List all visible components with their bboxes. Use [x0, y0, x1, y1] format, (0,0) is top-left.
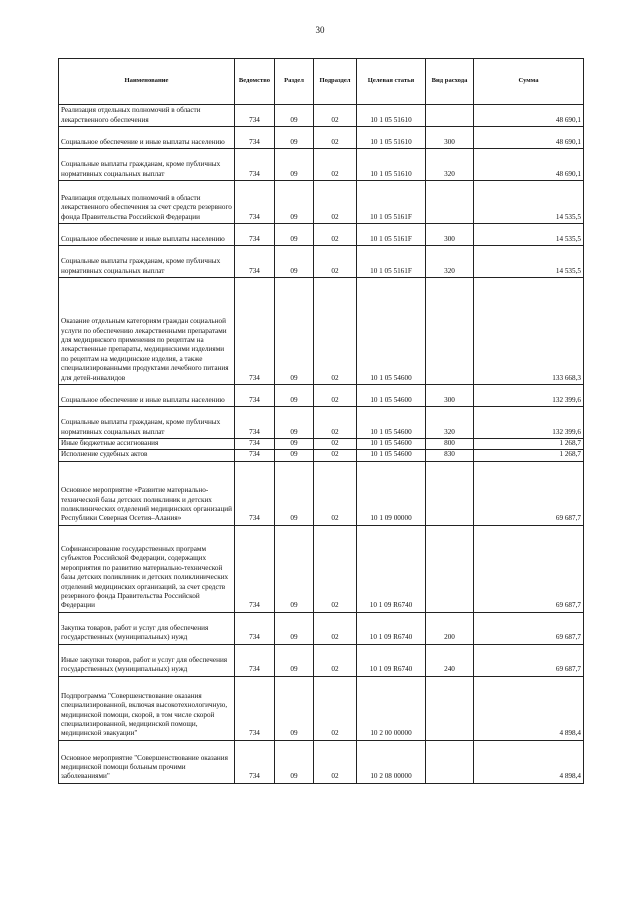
row-section: 09 — [275, 740, 314, 783]
row-subsection: 02 — [314, 181, 357, 224]
row-subsection: 02 — [314, 246, 357, 278]
table-row — [59, 461, 584, 525]
header-expense: Вид расхода — [426, 59, 474, 105]
row-sum: 48 690,1 — [474, 127, 584, 149]
row-expense: 300 — [426, 224, 474, 246]
row-section: 09 — [275, 149, 314, 181]
row-subsection: 02 — [314, 439, 357, 450]
row-target: 10 1 05 54600 — [357, 278, 426, 385]
row-name: Социальное обеспечение и иные выплаты населению — [59, 224, 235, 246]
row-dept: 734 — [235, 181, 275, 224]
row-dept: 734 — [235, 676, 275, 740]
row-subsection: 02 — [314, 127, 357, 149]
row-name: Исполнение судебных актов — [59, 450, 235, 461]
table-row — [59, 105, 584, 127]
row-name: Иные закупки товаров, работ и услуг для обеспечения государственных (муниципальных) нужд — [59, 644, 235, 676]
row-section: 09 — [275, 407, 314, 439]
table-row — [59, 740, 584, 783]
row-dept: 734 — [235, 149, 275, 181]
row-section: 09 — [275, 385, 314, 407]
header-dept: Ведомство — [235, 59, 275, 105]
row-name: Реализация отдельных полномочий в области лекарственного обеспечения — [59, 105, 235, 127]
table-row — [59, 385, 584, 407]
row-dept: 734 — [235, 385, 275, 407]
row-target: 10 1 05 54600 — [357, 450, 426, 461]
row-name: Основное мероприятие "Совершенствование оказания медицинской помощи больным прочими заболеваниями" — [59, 740, 235, 783]
row-subsection: 02 — [314, 407, 357, 439]
row-name: Реализация отдельных полномочий в области лекарственного обеспечения за счет средств резервного фонда Правительства Российской Федерации — [59, 181, 235, 224]
row-section: 09 — [275, 676, 314, 740]
row-target: 10 1 05 51610 — [357, 105, 426, 127]
row-target: 10 1 05 54600 — [357, 407, 426, 439]
table-row — [59, 149, 584, 181]
table-row — [59, 181, 584, 224]
table-row — [59, 439, 584, 450]
row-sum: 132 399,6 — [474, 407, 584, 439]
row-section: 09 — [275, 181, 314, 224]
row-expense: 830 — [426, 450, 474, 461]
row-expense — [426, 676, 474, 740]
row-target: 10 2 00 00000 — [357, 676, 426, 740]
row-dept: 734 — [235, 439, 275, 450]
row-subsection: 02 — [314, 740, 357, 783]
row-target: 10 1 05 51610 — [357, 127, 426, 149]
row-sum: 69 687,7 — [474, 525, 584, 612]
row-expense — [426, 278, 474, 385]
row-subsection: 02 — [314, 525, 357, 612]
row-name: Софинансирование государственных программ субъектов Российской Федерации, содержащих мероприятия по развитию материально-технической базы детских поликлиник и детских поликлинических отделений медицинских организаций, за счет средств резервного фонда Правительства Российской Федерации — [59, 525, 235, 612]
row-name: Социальные выплаты гражданам, кроме публичных нормативных социальных выплат — [59, 407, 235, 439]
row-dept: 734 — [235, 740, 275, 783]
row-dept: 734 — [235, 612, 275, 644]
page-number: 30 — [315, 25, 325, 35]
row-expense: 320 — [426, 407, 474, 439]
row-expense — [426, 525, 474, 612]
row-target: 10 1 09 00000 — [357, 461, 426, 525]
row-sum: 133 668,3 — [474, 278, 584, 385]
row-subsection: 02 — [314, 676, 357, 740]
row-dept: 734 — [235, 127, 275, 149]
row-subsection: 02 — [314, 224, 357, 246]
table-row — [59, 644, 584, 676]
row-name: Закупка товаров, работ и услуг для обеспечения государственных (муниципальных) нужд — [59, 612, 235, 644]
row-target: 10 1 05 54600 — [357, 439, 426, 450]
row-dept: 734 — [235, 105, 275, 127]
row-sum: 69 687,7 — [474, 644, 584, 676]
row-sum: 14 535,5 — [474, 224, 584, 246]
row-dept: 734 — [235, 407, 275, 439]
row-section: 09 — [275, 105, 314, 127]
table-row — [59, 127, 584, 149]
budget-table — [58, 58, 584, 784]
row-expense: 200 — [426, 612, 474, 644]
row-subsection: 02 — [314, 149, 357, 181]
header-subsection: Подраздел — [314, 59, 357, 105]
row-target: 10 1 05 5161F — [357, 246, 426, 278]
row-sum: 14 535,5 — [474, 181, 584, 224]
row-expense: 300 — [426, 127, 474, 149]
row-section: 09 — [275, 127, 314, 149]
row-subsection: 02 — [314, 385, 357, 407]
row-name: Основное мероприятие «Развитие материально-технической базы детских поликлиник и детских поликлинических отделений медицинских организаций Республики Северная Осетия–Алания» — [59, 461, 235, 525]
row-section: 09 — [275, 525, 314, 612]
row-sum: 4 898,4 — [474, 676, 584, 740]
row-subsection: 02 — [314, 461, 357, 525]
row-dept: 734 — [235, 644, 275, 676]
row-section: 09 — [275, 439, 314, 450]
row-sum: 14 535,5 — [474, 246, 584, 278]
table-row — [59, 676, 584, 740]
row-target: 10 2 08 00000 — [357, 740, 426, 783]
row-subsection: 02 — [314, 612, 357, 644]
table-header-row — [59, 59, 584, 105]
table-row — [59, 246, 584, 278]
row-section: 09 — [275, 450, 314, 461]
row-target: 10 1 09 R6740 — [357, 644, 426, 676]
table-row — [59, 278, 584, 385]
row-target: 10 1 05 51610 — [357, 149, 426, 181]
table-row — [59, 224, 584, 246]
header-name: Наименование — [59, 59, 235, 105]
row-section: 09 — [275, 461, 314, 525]
row-dept: 734 — [235, 246, 275, 278]
row-target: 10 1 09 R6740 — [357, 612, 426, 644]
row-target: 10 1 05 54600 — [357, 385, 426, 407]
row-subsection: 02 — [314, 450, 357, 461]
row-sum: 69 687,7 — [474, 461, 584, 525]
row-dept: 734 — [235, 525, 275, 612]
row-subsection: 02 — [314, 105, 357, 127]
row-subsection: 02 — [314, 644, 357, 676]
header-section: Раздел — [275, 59, 314, 105]
row-name: Подпрограмма "Совершенствование оказания специализированной, включая высокотехнологичную, медицинской помощи, скорой, в том числе скорой специализированной, медицинской помощи, медицинской эвакуации" — [59, 676, 235, 740]
row-name: Социальное обеспечение и иные выплаты населению — [59, 385, 235, 407]
row-name: Оказание отдельным категориям граждан социальной услуги по обеспечению лекарственными препаратами для медицинского применения по рецептам на лекарственные препараты, медицинскими изделиями по рецептам на медицинские изделия, а также специализированными продуктами лечебного питания для детей-инвалидов — [59, 278, 235, 385]
row-expense — [426, 181, 474, 224]
row-expense: 320 — [426, 149, 474, 181]
row-sum: 1 268,7 — [474, 450, 584, 461]
row-subsection: 02 — [314, 278, 357, 385]
row-target: 10 1 05 5161F — [357, 224, 426, 246]
row-section: 09 — [275, 644, 314, 676]
row-section: 09 — [275, 246, 314, 278]
row-name: Социальные выплаты гражданам, кроме публичных нормативных социальных выплат — [59, 246, 235, 278]
table-row — [59, 525, 584, 612]
row-expense: 300 — [426, 385, 474, 407]
row-expense — [426, 740, 474, 783]
row-dept: 734 — [235, 461, 275, 525]
table-row — [59, 450, 584, 461]
header-sum: Сумма — [474, 59, 584, 105]
row-sum: 1 268,7 — [474, 439, 584, 450]
row-target: 10 1 05 5161F — [357, 181, 426, 224]
row-target: 10 1 09 R6740 — [357, 525, 426, 612]
table-row — [59, 407, 584, 439]
row-section: 09 — [275, 278, 314, 385]
row-sum: 48 690,1 — [474, 149, 584, 181]
table-row — [59, 612, 584, 644]
row-expense: 800 — [426, 439, 474, 450]
row-sum: 69 687,7 — [474, 612, 584, 644]
row-name: Иные бюджетные ассигнования — [59, 439, 235, 450]
row-name: Социальные выплаты гражданам, кроме публичных нормативных социальных выплат — [59, 149, 235, 181]
row-expense — [426, 105, 474, 127]
row-dept: 734 — [235, 278, 275, 385]
row-section: 09 — [275, 224, 314, 246]
row-expense: 320 — [426, 246, 474, 278]
header-target: Целевая статья — [357, 59, 426, 105]
row-dept: 734 — [235, 224, 275, 246]
row-sum: 48 690,1 — [474, 105, 584, 127]
row-sum: 132 399,6 — [474, 385, 584, 407]
row-name: Социальное обеспечение и иные выплаты населению — [59, 127, 235, 149]
row-dept: 734 — [235, 450, 275, 461]
row-expense — [426, 461, 474, 525]
row-expense: 240 — [426, 644, 474, 676]
row-sum: 4 898,4 — [474, 740, 584, 783]
row-section: 09 — [275, 612, 314, 644]
